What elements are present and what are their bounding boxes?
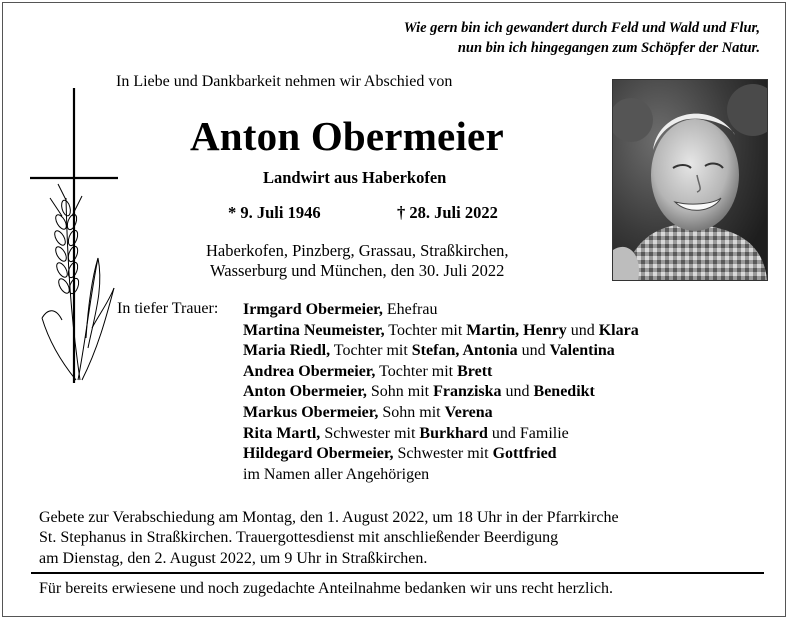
mourner-line: Hildegard Obermeier, Schwester mit Gottfried <box>243 445 557 463</box>
place-date-line-2: Wasserburg und München, den 30. Juli 2022 <box>210 261 505 280</box>
service-line-1: Gebete zur Verabschiedung am Montag, den 1. August 2022, um 18 Uhr in der Pfarrkirche <box>39 509 619 526</box>
service-line-2: St. Stephanus in Straßkirchen. Trauergottesdienst mit anschließender Beerdigung <box>39 529 559 547</box>
death-date: † 28. Juli 2022 <box>397 203 498 222</box>
thanks-text: Für bereits erwiesene und noch zugedachte Anteilnahme bedanken wir uns recht herzlich. <box>39 580 614 597</box>
service-line-3: am Dienstag, den 2. August 2022, um 9 Uhr in Straßkirchen. <box>39 549 428 567</box>
mourner-line: Maria Riedl, Tochter mit Stefan, Antonia und Valentina <box>243 342 615 360</box>
divider-line <box>31 572 764 574</box>
verse-line-2: nun bin ich hingegangen zum Schöpfer der Natur. <box>457 40 760 56</box>
portrait-photo <box>612 79 768 281</box>
cross-with-wheat-icon <box>28 88 124 388</box>
service-info <box>39 508 619 569</box>
mourning-label: In tiefer Trauer: <box>117 300 219 317</box>
mourner-line: Rita Martl, Schwester mit Burkhard und Familie <box>243 424 569 442</box>
mourner-line: Martina Neumeister, Tochter mit Martin, Henry und Klara <box>243 321 639 339</box>
birth-date: * 9. Juli 1946 <box>228 203 321 222</box>
deceased-name: Anton Obermeier <box>190 113 504 159</box>
mourners-list <box>243 300 639 485</box>
intro-text: In Liebe und Dankbarkeit nehmen wir Abschied von <box>116 73 453 90</box>
mourner-line: Irmgard Obermeier, Ehefrau <box>243 301 438 318</box>
mourners-footer: im Namen aller Angehörigen <box>243 465 430 483</box>
mourner-line: Andrea Obermeier, Tochter mit Brett <box>243 362 493 380</box>
occupation: Landwirt aus Haberkofen <box>263 168 447 187</box>
mourner-line: Anton Obermeier, Sohn mit Franziska und Benedikt <box>243 383 595 401</box>
verse-line-1: Wie gern bin ich gewandert durch Feld und Wald und Flur, <box>403 20 760 36</box>
place-line-1: Haberkofen, Pinzberg, Grassau, Straßkirchen, <box>206 241 509 260</box>
mourner-line: Markus Obermeier, Sohn mit Verena <box>243 403 493 421</box>
